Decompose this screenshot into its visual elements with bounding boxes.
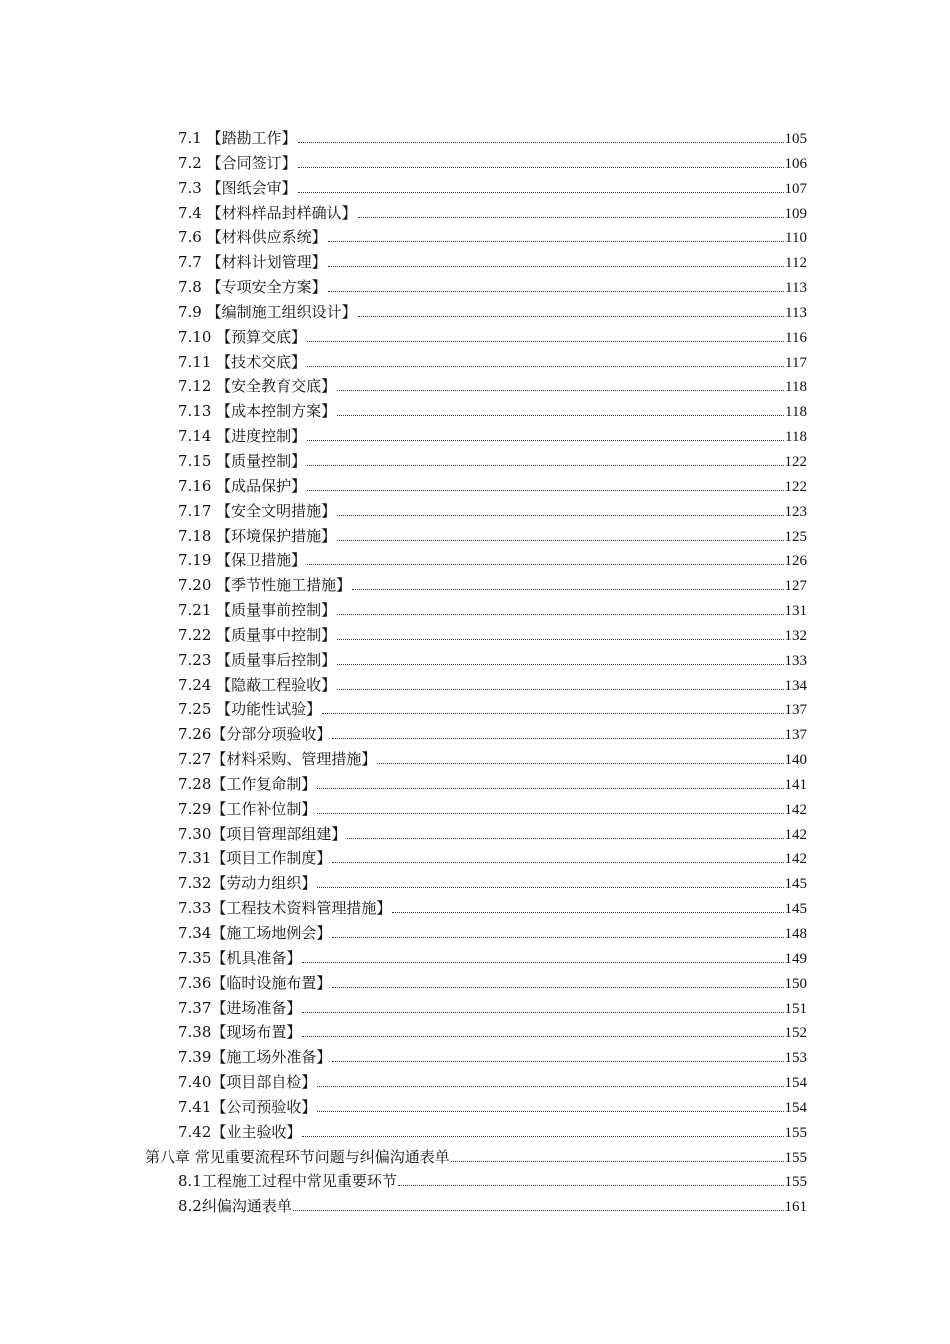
toc-entry-label: 7.14 【进度控制】 (178, 427, 307, 446)
toc-entry-line (178, 698, 807, 719)
toc-entry-label: 7.32【劳动力组织】 (178, 874, 317, 893)
toc-entry-label: 7.35【机具准备】 (178, 948, 302, 967)
toc-page-number: 126 (784, 553, 807, 570)
toc-dot-leader (332, 737, 783, 739)
toc-entry[interactable] (0, 522, 950, 547)
toc-entry[interactable] (0, 149, 950, 174)
toc-entry[interactable] (0, 273, 950, 298)
toc-entry[interactable] (0, 323, 950, 348)
toc-entry[interactable] (0, 497, 950, 522)
toc-page-number: 152 (784, 1025, 807, 1042)
toc-entry-label: 7.29【工作补位制】 (178, 799, 317, 818)
toc-page-number: 137 (784, 727, 807, 744)
toc-entry-label: 7.22 【质量事中控制】 (178, 625, 337, 644)
toc-entry[interactable] (0, 1118, 950, 1143)
toc-page-number: 127 (784, 578, 807, 595)
toc-entry[interactable] (0, 447, 950, 472)
toc-entry-line (178, 897, 807, 918)
toc-entry-label: 7.13 【成本控制方案】 (178, 402, 337, 421)
toc-entry[interactable] (0, 621, 950, 646)
toc-entry-label: 7.1 【踏勘工作】 (178, 129, 297, 147)
toc-entry[interactable] (0, 770, 950, 795)
toc-entry[interactable] (0, 919, 950, 944)
toc-dot-leader (317, 787, 783, 789)
toc-dot-leader (302, 1011, 783, 1013)
toc-entry-label: 7.17 【安全文明措施】 (178, 501, 337, 520)
toc-entry[interactable] (0, 174, 950, 199)
toc-entry-line (178, 549, 807, 570)
toc-entry-label: 7.15 【质量控制】 (178, 451, 307, 470)
toc-dot-leader (298, 141, 784, 143)
toc-dot-leader (322, 712, 783, 714)
toc-page-number: 145 (784, 876, 807, 893)
toc-page-number: 142 (784, 851, 807, 868)
toc-entry-line (178, 624, 807, 645)
toc-entry[interactable] (0, 1068, 950, 1093)
toc-page-number: 140 (784, 752, 807, 769)
toc-page-number: 107 (784, 180, 807, 197)
toc-dot-leader (337, 414, 784, 416)
toc-entry-label: 7.3 【图纸会审】 (178, 178, 297, 197)
toc-dot-leader (358, 216, 784, 218)
toc-entry[interactable] (0, 671, 950, 696)
toc-page-number: 154 (784, 1099, 807, 1116)
toc-entry-line (178, 400, 807, 421)
toc-entry-label: 7.25 【功能性试验】 (178, 700, 322, 719)
toc-entry-line (178, 450, 807, 471)
toc-dot-leader (347, 837, 783, 839)
toc-entry-line (178, 1096, 807, 1117)
toc-dot-leader (328, 240, 784, 242)
toc-entry[interactable] (0, 422, 950, 447)
toc-entry-line (178, 574, 807, 595)
toc-entry-label: 7.34【施工场地例会】 (178, 924, 332, 942)
toc-page-number: 151 (784, 1000, 807, 1017)
toc-entry-line (178, 475, 807, 496)
toc-entry-line (178, 1071, 807, 1092)
toc-dot-leader (298, 166, 784, 168)
toc-dot-leader (358, 315, 784, 317)
toc-dot-leader (293, 1209, 784, 1211)
toc-entry-line (178, 997, 807, 1018)
toc-entry-line (178, 723, 807, 744)
toc-entry[interactable] (0, 1043, 950, 1068)
toc-entry-line (178, 375, 807, 396)
toc-entry[interactable] (0, 844, 950, 869)
toc-dot-leader (337, 514, 783, 516)
toc-page-number: 155 (784, 1124, 807, 1141)
toc-page-number: 118 (785, 429, 807, 446)
toc-page-number: 110 (785, 230, 807, 247)
toc-page-number: 118 (785, 379, 807, 396)
toc-entry-line (178, 500, 807, 521)
toc-entry-label: 7.26【分部分项验收】 (178, 725, 332, 744)
toc-page-number: 145 (784, 901, 807, 918)
toc-page-number: 105 (784, 131, 807, 147)
toc-page-number: 155 (784, 1174, 807, 1191)
toc-entry-label: 7.24 【隐蔽工程验收】 (178, 675, 337, 694)
toc-entry-label: 7.7 【材料计划管理】 (178, 253, 327, 272)
toc-dot-leader (377, 762, 783, 764)
toc-entry[interactable] (0, 223, 950, 248)
toc-entry-label: 7.19 【保卫措施】 (178, 551, 307, 570)
toc-page-number: 112 (785, 255, 807, 272)
toc-entry-label: 7.8 【专项安全方案】 (178, 278, 327, 297)
toc-entry-label: 7.2 【合同签订】 (178, 153, 297, 172)
toc-dot-leader (302, 961, 783, 963)
toc-entry-label: 7.37【进场准备】 (178, 998, 302, 1017)
toc-page-number: 161 (784, 1199, 807, 1216)
toc-dot-leader (352, 588, 783, 590)
toc-entry[interactable] (0, 472, 950, 497)
toc-entry-label: 7.6 【材料供应系统】 (178, 228, 327, 247)
toc-entry-line (178, 1170, 807, 1191)
toc-dot-leader (337, 638, 783, 640)
toc-entry[interactable] (0, 1192, 950, 1217)
toc-entry[interactable] (0, 1093, 950, 1118)
toc-page-number: 142 (784, 826, 807, 843)
toc-entry-label: 7.41【公司预验收】 (178, 1097, 317, 1116)
toc-entry[interactable] (0, 248, 950, 273)
toc-entry-line (178, 152, 807, 173)
toc-entry-label: 第八章 常见重要流程环节问题与纠偏沟通表单 (145, 1147, 450, 1166)
toc-dot-leader (307, 340, 784, 342)
toc-entry[interactable] (0, 969, 950, 994)
toc-entry-line (178, 798, 807, 819)
toc-entry-line (178, 823, 807, 844)
toc-page-number: 134 (784, 677, 807, 694)
toc-entry-label: 7.4 【材料样品封样确认】 (178, 203, 357, 222)
toc-entry-line (178, 351, 807, 372)
toc-entry[interactable] (0, 124, 950, 149)
toc-entry-label: 7.20 【季节性施工措施】 (178, 576, 352, 595)
toc-entry-label: 7.36【临时设施布置】 (178, 973, 332, 992)
toc-entry-line (178, 326, 807, 347)
toc-entry[interactable] (0, 372, 950, 397)
toc-entry-line (178, 1121, 807, 1142)
toc-dot-leader (337, 688, 783, 690)
toc-entry-label: 7.42【业主验收】 (178, 1122, 302, 1141)
toc-entry-line (178, 251, 807, 272)
toc-page-number: 137 (784, 702, 807, 719)
toc-page-number: 133 (784, 652, 807, 669)
toc-entry-label: 7.31【项目工作制度】 (178, 849, 332, 868)
toc-page-number: 113 (785, 304, 807, 321)
toc-page-number: 125 (784, 528, 807, 545)
toc-dot-leader (302, 1035, 783, 1037)
toc-entry-line (178, 773, 807, 794)
toc-entry[interactable] (0, 546, 950, 571)
toc-dot-leader (337, 389, 784, 391)
toc-entry-line (178, 847, 807, 868)
toc-dot-leader (332, 986, 783, 988)
toc-chapter-entry[interactable] (0, 1143, 950, 1168)
toc-dot-leader (317, 886, 783, 888)
toc-page-number: 148 (784, 926, 807, 942)
toc-entry-line (145, 1146, 807, 1167)
toc-entry[interactable] (0, 695, 950, 720)
toc-entry-line (178, 525, 807, 546)
toc-dot-leader (332, 861, 783, 863)
toc-dot-leader (307, 439, 784, 441)
toc-entry[interactable] (0, 894, 950, 919)
toc-dot-leader (307, 365, 784, 367)
toc-entry[interactable] (0, 869, 950, 894)
toc-dot-leader (307, 489, 783, 491)
toc-entry-line (178, 649, 807, 670)
toc-entry[interactable] (0, 646, 950, 671)
toc-dot-leader (298, 191, 784, 193)
toc-entry[interactable] (0, 199, 950, 224)
toc-dot-leader (317, 812, 783, 814)
toc-dot-leader (392, 911, 783, 913)
toc-entry-line (178, 301, 807, 322)
toc-entry-line (178, 425, 807, 446)
toc-entry[interactable] (0, 994, 950, 1019)
toc-entry-label: 7.11 【技术交底】 (178, 352, 307, 371)
toc-entry[interactable] (0, 1167, 950, 1192)
toc-entry[interactable] (0, 596, 950, 621)
toc-entry[interactable] (0, 944, 950, 969)
toc-page-number: 109 (784, 205, 807, 222)
toc-entry-label: 7.21 【质量事前控制】 (178, 601, 337, 620)
toc-page-number: 154 (784, 1075, 807, 1092)
table-of-contents (0, 124, 950, 1217)
toc-entry[interactable] (0, 298, 950, 323)
toc-page-number: 142 (784, 801, 807, 818)
toc-entry-label: 7.18 【环境保护措施】 (178, 526, 337, 545)
toc-entry-label: 7.9 【编制施工组织设计】 (178, 302, 357, 321)
toc-entry-line (178, 276, 807, 297)
toc-entry[interactable] (0, 745, 950, 770)
toc-page-number: 117 (785, 354, 807, 371)
toc-dot-leader (398, 1184, 784, 1186)
toc-dot-leader (307, 563, 783, 565)
toc-dot-leader (328, 290, 784, 292)
toc-page-number: 132 (784, 627, 807, 644)
toc-entry-line (178, 177, 807, 198)
toc-entry-label: 7.12 【安全教育交底】 (178, 377, 337, 396)
toc-entry[interactable] (0, 795, 950, 820)
toc-dot-leader (328, 265, 784, 267)
toc-dot-leader (451, 1160, 784, 1162)
toc-page-number: 123 (784, 503, 807, 520)
toc-entry-line (178, 922, 807, 943)
toc-dot-leader (337, 663, 783, 665)
toc-dot-leader (337, 613, 783, 615)
toc-entry-label: 7.30【项目管理部组建】 (178, 824, 347, 843)
toc-entry-label: 7.33【工程技术资料管理措施】 (178, 899, 392, 918)
toc-entry-line (178, 674, 807, 695)
toc-entry-line (178, 972, 807, 993)
toc-page-number: 141 (784, 776, 807, 793)
toc-page-number: 118 (785, 404, 807, 421)
toc-entry-label: 7.16 【成品保护】 (178, 476, 307, 495)
toc-entry[interactable] (0, 348, 950, 373)
toc-dot-leader (337, 539, 783, 541)
toc-entry-line (178, 748, 807, 769)
toc-page-number: 131 (784, 603, 807, 620)
toc-entry[interactable] (0, 397, 950, 422)
toc-entry-label: 8.2纠偏沟通表单 (178, 1197, 292, 1216)
toc-entry-line (178, 202, 807, 223)
toc-entry-line (178, 1195, 807, 1216)
toc-page-number: 122 (784, 478, 807, 495)
toc-entry-line (178, 1046, 807, 1067)
toc-entry-line (178, 599, 807, 620)
toc-entry-label: 7.28【工作复命制】 (178, 774, 317, 793)
toc-entry[interactable] (0, 720, 950, 745)
toc-entry-line (178, 1021, 807, 1042)
toc-entry[interactable] (0, 571, 950, 596)
toc-entry-label: 8.1工程施工过程中常见重要环节 (178, 1172, 397, 1191)
toc-dot-leader (332, 936, 783, 938)
toc-page-number: 149 (784, 950, 807, 967)
toc-entry-line (178, 127, 807, 148)
toc-entry[interactable] (0, 1018, 950, 1043)
toc-entry-label: 7.10 【预算交底】 (178, 327, 307, 346)
toc-entry-label: 7.39【施工场外准备】 (178, 1048, 332, 1067)
toc-page-number: 153 (784, 1050, 807, 1067)
toc-entry-label: 7.23 【质量事后控制】 (178, 650, 337, 669)
toc-page-number: 122 (784, 453, 807, 470)
toc-page-number: 106 (784, 155, 807, 172)
toc-dot-leader (302, 1135, 783, 1137)
toc-entry-line (178, 226, 807, 247)
toc-page-number: 155 (784, 1149, 807, 1166)
toc-dot-leader (317, 1110, 783, 1112)
toc-dot-leader (307, 464, 783, 466)
toc-entry-label: 7.27【材料采购、管理措施】 (178, 750, 377, 769)
toc-dot-leader (332, 1060, 783, 1062)
toc-dot-leader (317, 1085, 783, 1087)
toc-page-number: 116 (785, 329, 807, 346)
toc-entry-line (178, 872, 807, 893)
toc-entry-line (178, 947, 807, 968)
toc-entry[interactable] (0, 820, 950, 845)
toc-page-number: 150 (784, 975, 807, 992)
toc-entry-label: 7.40【项目部自检】 (178, 1073, 317, 1092)
toc-entry-label: 7.38【现场布置】 (178, 1023, 302, 1042)
toc-page-number: 113 (785, 280, 807, 297)
